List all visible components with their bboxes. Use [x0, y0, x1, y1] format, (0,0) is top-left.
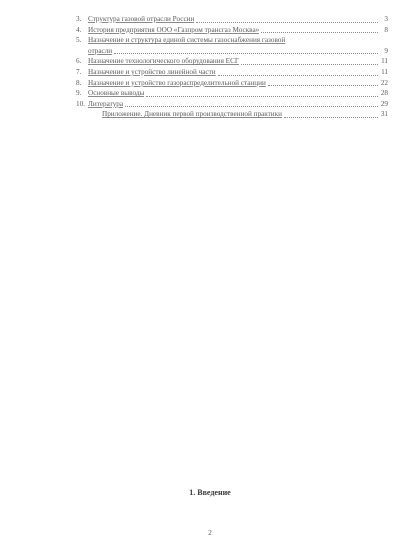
toc-item[interactable] — [76, 14, 388, 25]
toc-item-title: Приложение. Дневник первой производственной практики — [102, 110, 282, 119]
toc-item-number: 9. — [76, 89, 82, 98]
page-number: 2 — [208, 528, 212, 537]
toc-item-number: 7. — [76, 67, 82, 76]
toc-item-title-line2: отрасли — [88, 46, 113, 55]
toc-item-title: Назначение технологического оборудования ЕСГ — [88, 57, 240, 66]
toc-item-number: 4. — [76, 25, 82, 34]
toc-item[interactable] — [76, 56, 388, 67]
table-of-contents — [76, 14, 388, 120]
toc-item-page: 11 — [381, 57, 388, 66]
toc-leader-dots — [218, 75, 378, 76]
toc-leader-dots — [196, 22, 378, 23]
toc-item-page: 3 — [384, 15, 388, 23]
toc-item-page: 31 — [380, 110, 388, 119]
toc-leader-dots — [146, 96, 378, 97]
toc-item-title-block — [88, 35, 388, 56]
toc-item[interactable] — [76, 25, 388, 36]
toc-item-title: Назначение и устройство линейной части — [88, 67, 216, 76]
toc-item-page: 28 — [380, 89, 388, 98]
toc-item-title-line2-row — [88, 46, 388, 57]
toc-leader-dots — [268, 85, 378, 86]
toc-item[interactable] — [76, 109, 388, 120]
section-heading: 1. Введение — [189, 488, 231, 497]
toc-leader-dots — [241, 64, 378, 65]
toc-item-number: 5. — [76, 36, 82, 45]
toc-item-page: 8 — [384, 25, 388, 34]
toc-item[interactable] — [76, 78, 388, 89]
toc-item-number: 10. — [76, 99, 85, 108]
toc-item[interactable] — [76, 99, 388, 110]
toc-item-number: 6. — [76, 57, 82, 66]
toc-leader-dots — [114, 53, 378, 54]
toc-item-page: 11 — [381, 67, 388, 76]
toc-item[interactable] — [76, 35, 388, 56]
toc-item-page: 22 — [380, 78, 388, 87]
toc-item[interactable] — [76, 88, 388, 99]
toc-leader-dots — [261, 32, 378, 33]
toc-item-title: Структура газовой отрасли России — [88, 15, 195, 23]
toc-item-title: Основные выводы — [88, 89, 145, 98]
toc-item-page: 29 — [380, 99, 388, 108]
toc-leader-dots — [284, 117, 378, 118]
toc-item-number: 8. — [76, 78, 82, 87]
toc-item[interactable] — [76, 67, 388, 78]
toc-item-title: Литература — [88, 99, 124, 108]
toc-item-number: 3. — [76, 15, 82, 23]
toc-item-page: 9 — [384, 46, 388, 55]
toc-item-title-line1: Назначение и структура единой системы газоснабжения газовой — [88, 36, 286, 45]
toc-item-title: История предприятия ООО «Газпром трансгаз Москва» — [88, 25, 260, 34]
toc-leader-dots — [125, 106, 378, 107]
toc-item-title: Назначение и устройство газораспределительной станции — [88, 78, 266, 87]
